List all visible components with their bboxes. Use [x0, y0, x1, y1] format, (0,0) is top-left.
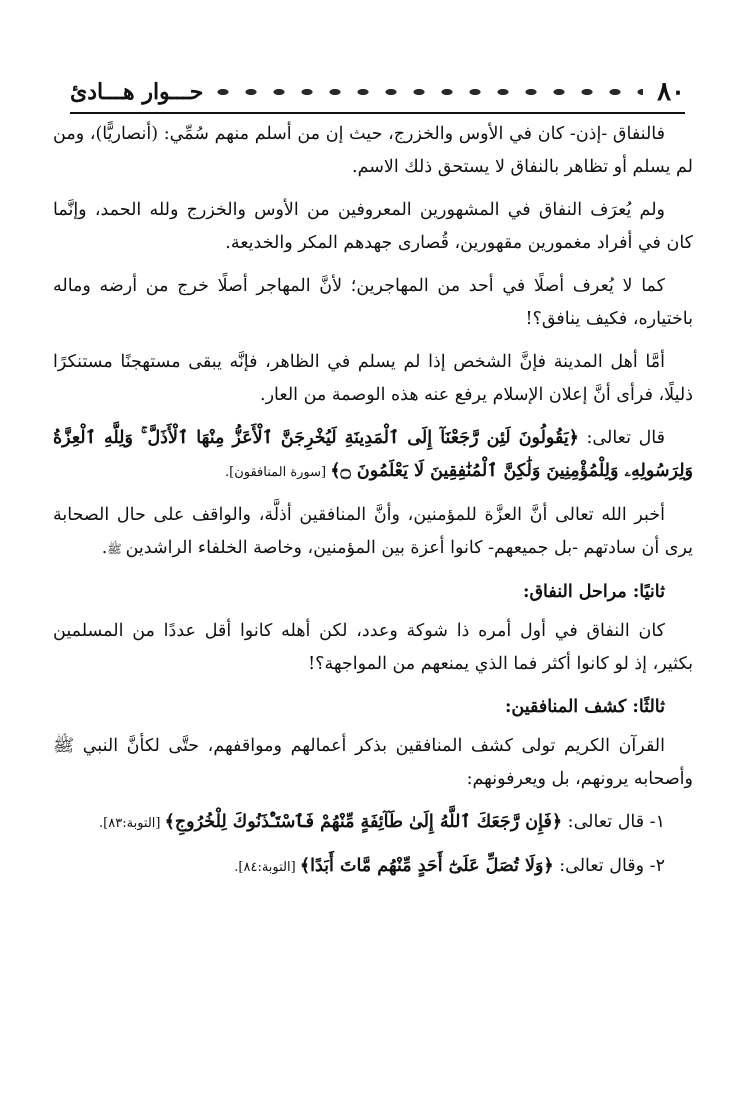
- book-title: حـــوار هـــادئ: [70, 79, 204, 105]
- verse-reference: [التوبة:٨٤].: [234, 860, 300, 875]
- section-heading: ثانيًا: مراحل النفاق:: [523, 582, 665, 602]
- verse-reference: [التوبة:٨٣].: [99, 816, 165, 831]
- paragraph: كما لا يُعرف أصلًا في أحد من المهاجرين؛ لأنَّ المهاجر أصلًا خرج من أرضه وماله باختياره، فكيف ينافق؟!: [53, 276, 693, 329]
- paragraph: كان النفاق في أول أمره ذا شوكة وعدد، لكن أهله كانوا أقل عددًا من المسلمين بكثير، إذ لو كانوا أكثر فما الذي يمنعهم من المواجهة؟!: [53, 621, 693, 674]
- header-ornament-icon: [209, 84, 643, 100]
- section-heading: ثالثًا: كشف المنافقين:: [504, 697, 665, 717]
- quote-intro: قال تعالى:: [578, 428, 665, 448]
- paragraph-text: أخبر الله تعالى أنَّ العزَّة للمؤمنين، وأنَّ المنافقين أذلَّة، والواقف على حال الصحابة يرى أن سادتهم -بل جميعهم- كانوا أعزة بين المؤمنين، وخاصة الخلفاء الراشدين: [53, 505, 693, 558]
- quran-verse: ﴿وَلَا تُصَلِّ عَلَىٰٓ أَحَدٍ مِّنْهُم مَّاتَ أَبَدًا﴾: [299, 856, 554, 876]
- paragraph-end: .: [101, 538, 108, 558]
- quran-verse: ﴿يَقُولُونَ لَئِن رَّجَعْنَآ إِلَى ٱلْمَدِينَةِ لَيُخْرِجَنَّ ٱلْأَعَزُّ مِنْهَا ٱلْأَذَلَّ ۚ وَلِلَّهِ ٱلْعِزَّةُ وَلِرَسُولِهِۦ وَلِلْمُؤْمِنِينَ وَلَٰكِنَّ ٱلْمُنَٰفِقِينَ لَا يَعْلَمُونَ ۝﴾: [53, 428, 693, 481]
- paragraph: القرآن الكريم تولى كشف المنافقين بذكر أعمالهم ومواقفهم، حتَّى لكأنَّ النبي ﷺ وأصحابه يرونهم، بل ويعرفونهم:: [53, 736, 693, 789]
- paragraph: ولم يُعرَف النفاق في المشهورين المعروفين من الأوس والخزرج ولله الحمد، وإنَّما كان في أفراد مغمورين مقهورين، قُصارى جهدهم المكر والخديعة.: [53, 200, 693, 253]
- page-header: [70, 72, 685, 114]
- verse-reference: [سورة المنافقون].: [224, 465, 331, 480]
- paragraph: أمَّا أهل المدينة فإنَّ الشخص إذا لم يسلم في الظاهر، فإنَّه يبقى مستهجنًا مستنكرًا ذليلًا، فرأى أنَّ إعلان الإسلام يرفع عنه هذه الوصمة من العار.: [53, 352, 693, 405]
- page-number: ٨٠: [657, 77, 685, 107]
- page-content: [53, 118, 693, 894]
- paragraph: [53, 499, 693, 566]
- list-intro: ١- قال تعالى:: [562, 812, 665, 832]
- quran-verse: ﴿فَإِن رَّجَعَكَ ٱللَّهُ إِلَىٰ طَآئِفَةٍ مِّنْهُمْ فَٱسْتَـْٔذَنُوكَ لِلْخُرُوجِ﴾: [164, 812, 563, 832]
- list-intro: ٢- وقال تعالى:: [553, 856, 665, 876]
- list-item: [53, 850, 693, 884]
- list-item: [53, 806, 693, 840]
- honorific-glyph: ﷺ: [107, 542, 126, 556]
- paragraph: فالنفاق -إذن- كان في الأوس والخزرج، حيث إن من أسلم منهم سُمِّي: (أنصاريًّا)، ومن لم يسلم أو تظاهر بالنفاق لا يستحق ذلك الاسم.: [53, 124, 693, 177]
- quran-quote-paragraph: [53, 422, 693, 489]
